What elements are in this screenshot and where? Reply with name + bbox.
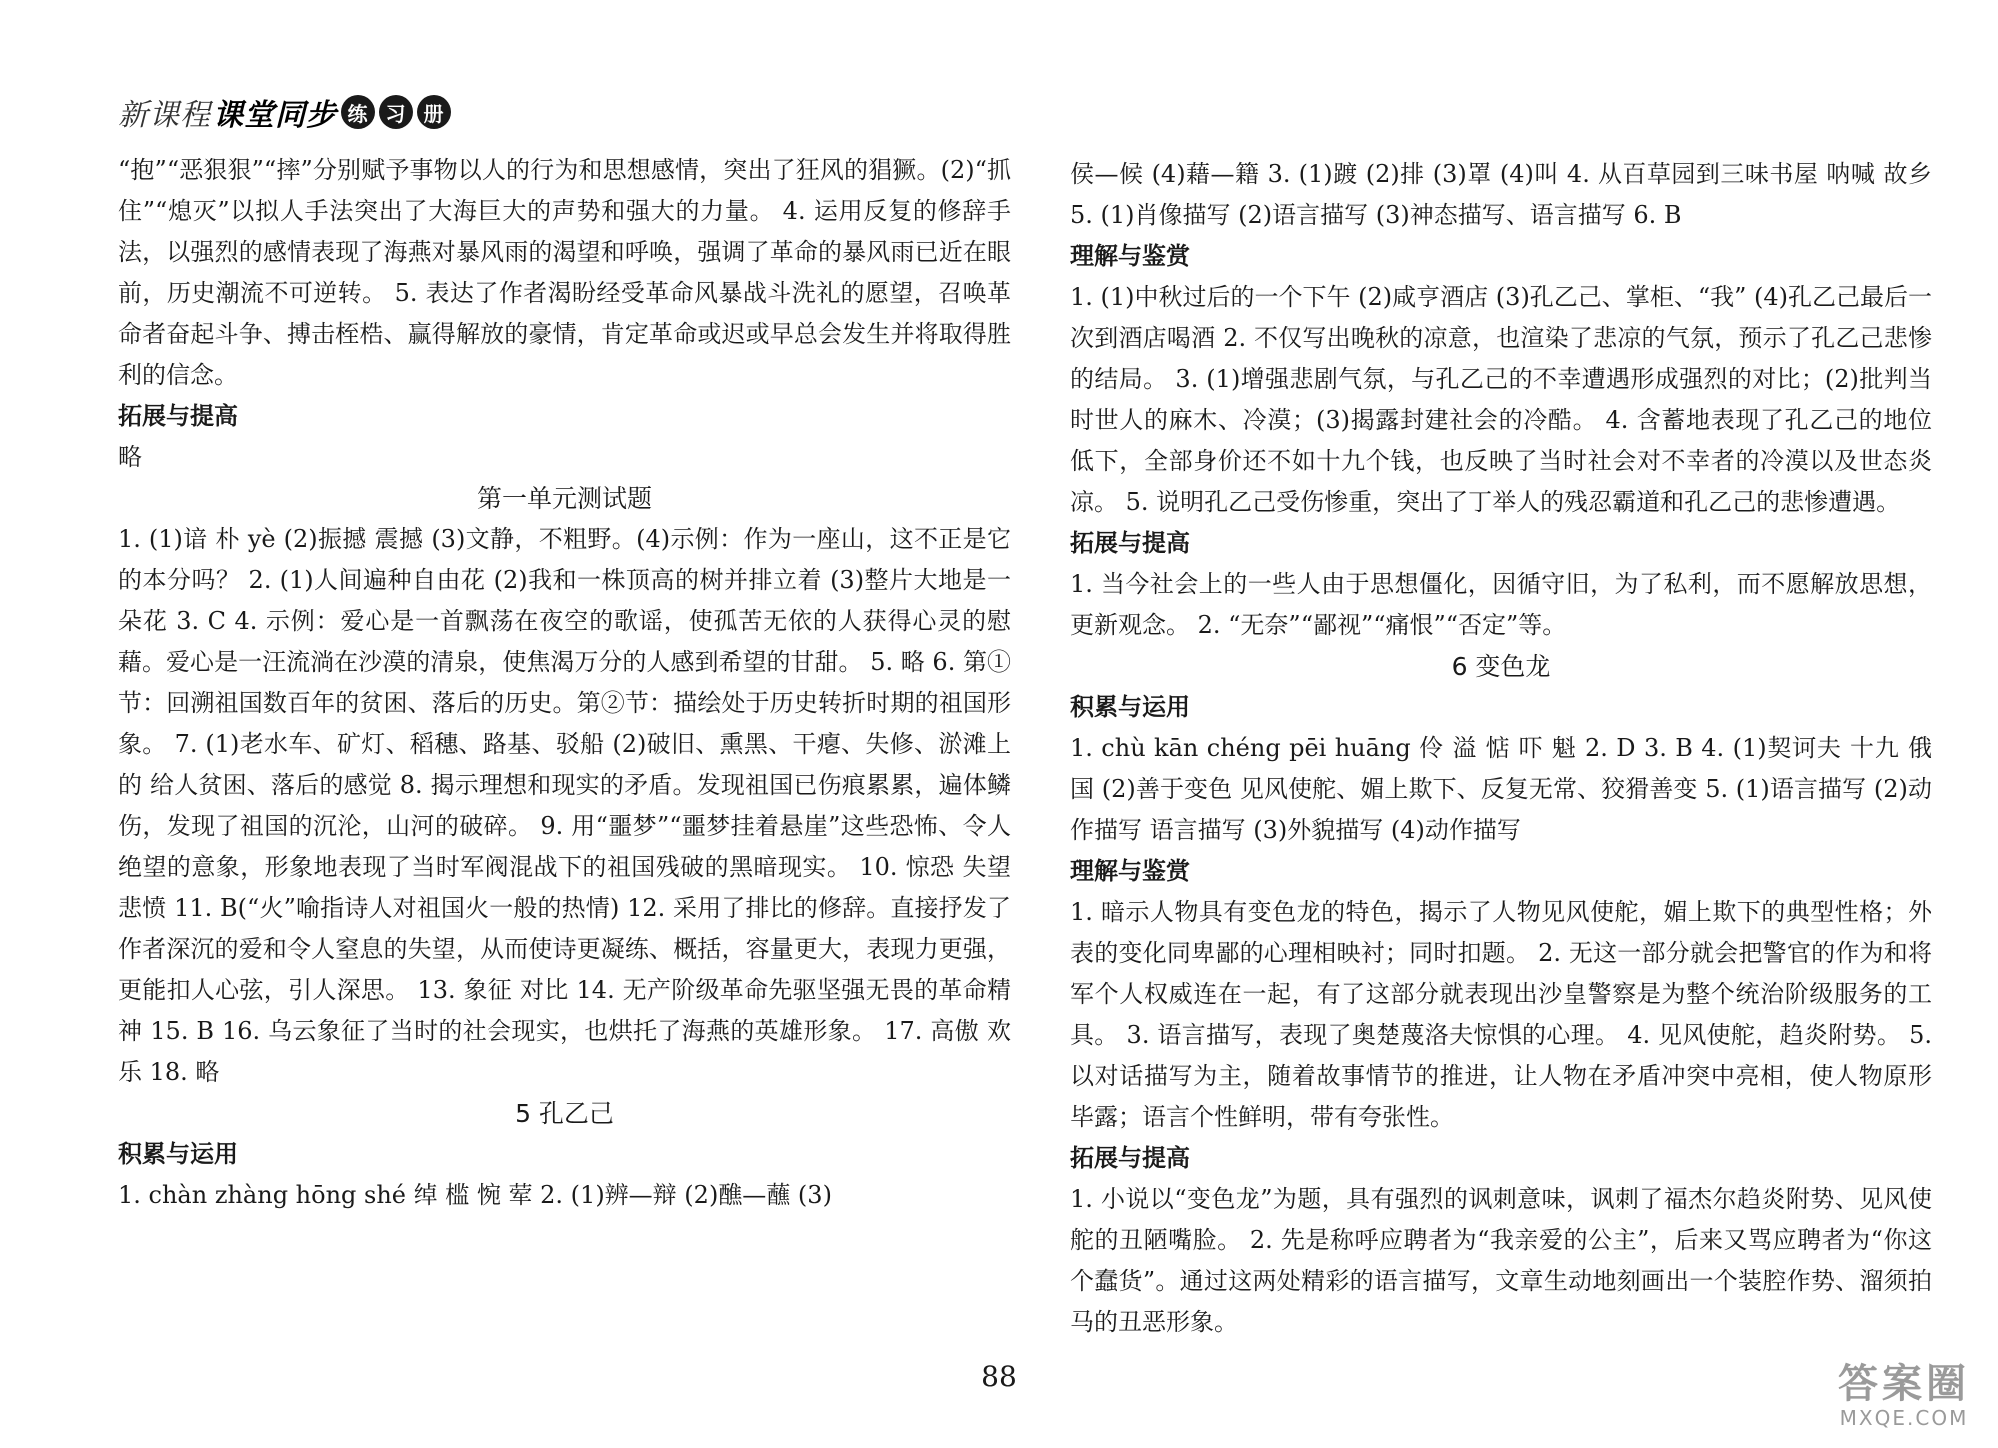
brand-seal: 练: [341, 95, 375, 129]
section-heading: 拓展与提高: [1070, 529, 1190, 557]
series-logo: [118, 90, 451, 134]
answer-paragraph: “抱”“恶狠狠”“摔”分别赋予事物以人的行为和思想感情，突出了狂风的猖獗。(2)“抓住”“熄灭”以拟人手法突出了大海巨大的声势和强大的力量。 4. 运用反复的修辞手法，以强烈的感情表现了海燕对暴风雨的渴望和呼唤，强调了革命的暴风雨已近在眼前，历史潮流不可逆转。 5. 表达了作者渴盼经受革命风暴战斗洗礼的愿望，召唤革命者奋起斗争、搏击桎梏、赢得解放的豪情，肯定革命或迟或早总会发生并将取得胜利的信念。: [118, 156, 1011, 389]
brand-main: 课堂同步: [213, 98, 337, 133]
section-heading: 理解与鉴赏: [1070, 242, 1190, 270]
answer-paragraph: 略: [118, 443, 142, 471]
section-heading: 拓展与提高: [118, 402, 238, 430]
watermark-title: 答案圈: [1838, 1361, 1970, 1407]
section-heading: 积累与运用: [118, 1140, 238, 1168]
unit-title: 第一单元测试题: [476, 484, 652, 513]
right-column: [1070, 154, 1932, 1343]
answer-paragraph: 1. (1)中秋过后的一个下午 (2)咸亨酒店 (3)孔乙己、掌柜、“我” (4)孔乙己最后一次到酒店喝酒 2. 不仅写出晚秋的凉意，也渲染了悲凉的气氛，预示了孔乙己悲惨的结局。 3. (1)增强悲剧气氛，与孔乙己的不幸遭遇形成强烈的对比；(2)批判当时世人的麻木、冷漠；(3)揭露封建社会的冷酷。 4. 含蓄地表现了孔乙己的地位低下，全部身价还不如十九个钱，也反映了当时社会对不幸者的冷漠以及世态炎凉。 5. 说明孔乙己受伤惨重，突出了丁举人的残忍霸道和孔乙己的悲惨遭遇。: [1070, 283, 1932, 516]
watermark: [1838, 1362, 1970, 1430]
answer-paragraph: 1. 小说以“变色龙”为题，具有强烈的讽刺意味，讽刺了福杰尔趋炎附势、见风使舵的丑陋嘴脸。 2. 先是称呼应聘者为“我亲爱的公主”，后来又骂应聘者为“你这个蠢货”。通过这两处精彩的语言描写，文章生动地刻画出一个装腔作势、溜须拍马的丑恶形象。: [1070, 1185, 1932, 1336]
lesson-title: 6 变色龙: [1451, 652, 1551, 681]
watermark-url: MXQE.COM: [1839, 1406, 1969, 1430]
brand-seal: 习: [379, 95, 413, 129]
page-number: 88: [981, 1360, 1017, 1393]
answer-paragraph: 1. 暗示人物具有变色龙的特色，揭示了人物见风使舵，媚上欺下的典型性格；外表的变化同卑鄙的心理相映衬；同时扣题。 2. 无这一部分就会把警官的作为和将军个人权威连在一起，有了这部分就表现出沙皇警察是为整个统治阶级服务的工具。 3. 语言描写，表现了奥楚蔑洛夫惊惧的心理。 4. 见风使舵，趋炎附势。 5. 以对话描写为主，随着故事情节的推进，让人物在矛盾冲突中亮相，使人物原形毕露；语言个性鲜明，带有夸张性。: [1070, 898, 1932, 1131]
answer-paragraph: 1. chàn zhàng hōng shé 绰 槛 惋 荤 2. (1)辨—辩 (2)醮—蘸 (3): [118, 1181, 832, 1209]
section-heading: 积累与运用: [1070, 693, 1190, 721]
answer-paragraph: 1. (1)谙 朴 yè (2)振撼 震撼 (3)文静，不粗野。(4)示例：作为一座山，这不正是它的本分吗？ 2. (1)人间遍种自由花 (2)我和一株顶高的树并排立着 (3)整片大地是一朵花 3. C 4. 示例：爱心是一首飘荡在夜空的歌谣，使孤苦无依的人获得心灵的慰藉。爱心是一汪流淌在沙漠的清泉，使焦渴万分的人感到希望的甘甜。 5. 略 6. 第①节：回溯祖国数百年的贫困、落后的历史。第②节：描绘处于历史转折时期的祖国形象。 7. (1)老水车、矿灯、稻穗、路基、驳船 (2)破旧、熏黑、干瘪、失修、淤滩上的 给人贫困、落后的感觉 8. 揭示理想和现实的矛盾。发现祖国已伤痕累累，遍体鳞伤，发现了祖国的沉沦，山河的破碎。 9. 用“噩梦”“噩梦挂着悬崖”这些恐怖、令人绝望的意象，形象地表现了当时军阀混战下的祖国残破的黑暗现实。 10. 惊恐 失望 悲愤 11. B(“火”喻指诗人对祖国火一般的热情) 12. 采用了排比的修辞。直接抒发了作者深沉的爱和令人窒息的失望，从而使诗更凝练、概括，容量更大，表现力更强，更能扣人心弦，引人深思。 13. 象征 对比 14. 无产阶级革命先驱坚强无畏的革命精神 15. B 16. 乌云象征了当时的社会现实，也烘托了海燕的英雄形象。 17. 高傲 欢乐 18. 略: [118, 525, 1011, 1086]
lesson-title: 5 孔乙己: [515, 1099, 614, 1128]
section-heading: 理解与鉴赏: [1070, 857, 1190, 885]
left-column: [118, 150, 1011, 1216]
answer-paragraph: 1. chù kān chéng pēi huāng 伶 溢 惦 吓 魁 2. D 3. B 4. (1)契诃夫 十九 俄国 (2)善于变色 见风使舵、媚上欺下、反复无常、狡猾善变 5. (1)语言描写 (2)动作描写 语言描写 (3)外貌描写 (4)动作描写: [1070, 734, 1932, 844]
brand-prefix: 新课程: [118, 98, 211, 133]
answer-paragraph: 1. 当今社会上的一些人由于思想僵化，因循守旧，为了私利，而不愿解放思想，更新观念。 2. “无奈”“鄙视”“痛恨”“否定”等。: [1070, 570, 1932, 639]
answer-paragraph: 侯—候 (4)藉—籍 3. (1)踱 (2)排 (3)罩 (4)叫 4. 从百草园到三味书屋 呐喊 故乡 5. (1)肖像描写 (2)语言描写 (3)神态描写、语言描写 6. B: [1070, 160, 1932, 229]
section-heading: 拓展与提高: [1070, 1144, 1190, 1172]
brand-seal: 册: [417, 95, 451, 129]
